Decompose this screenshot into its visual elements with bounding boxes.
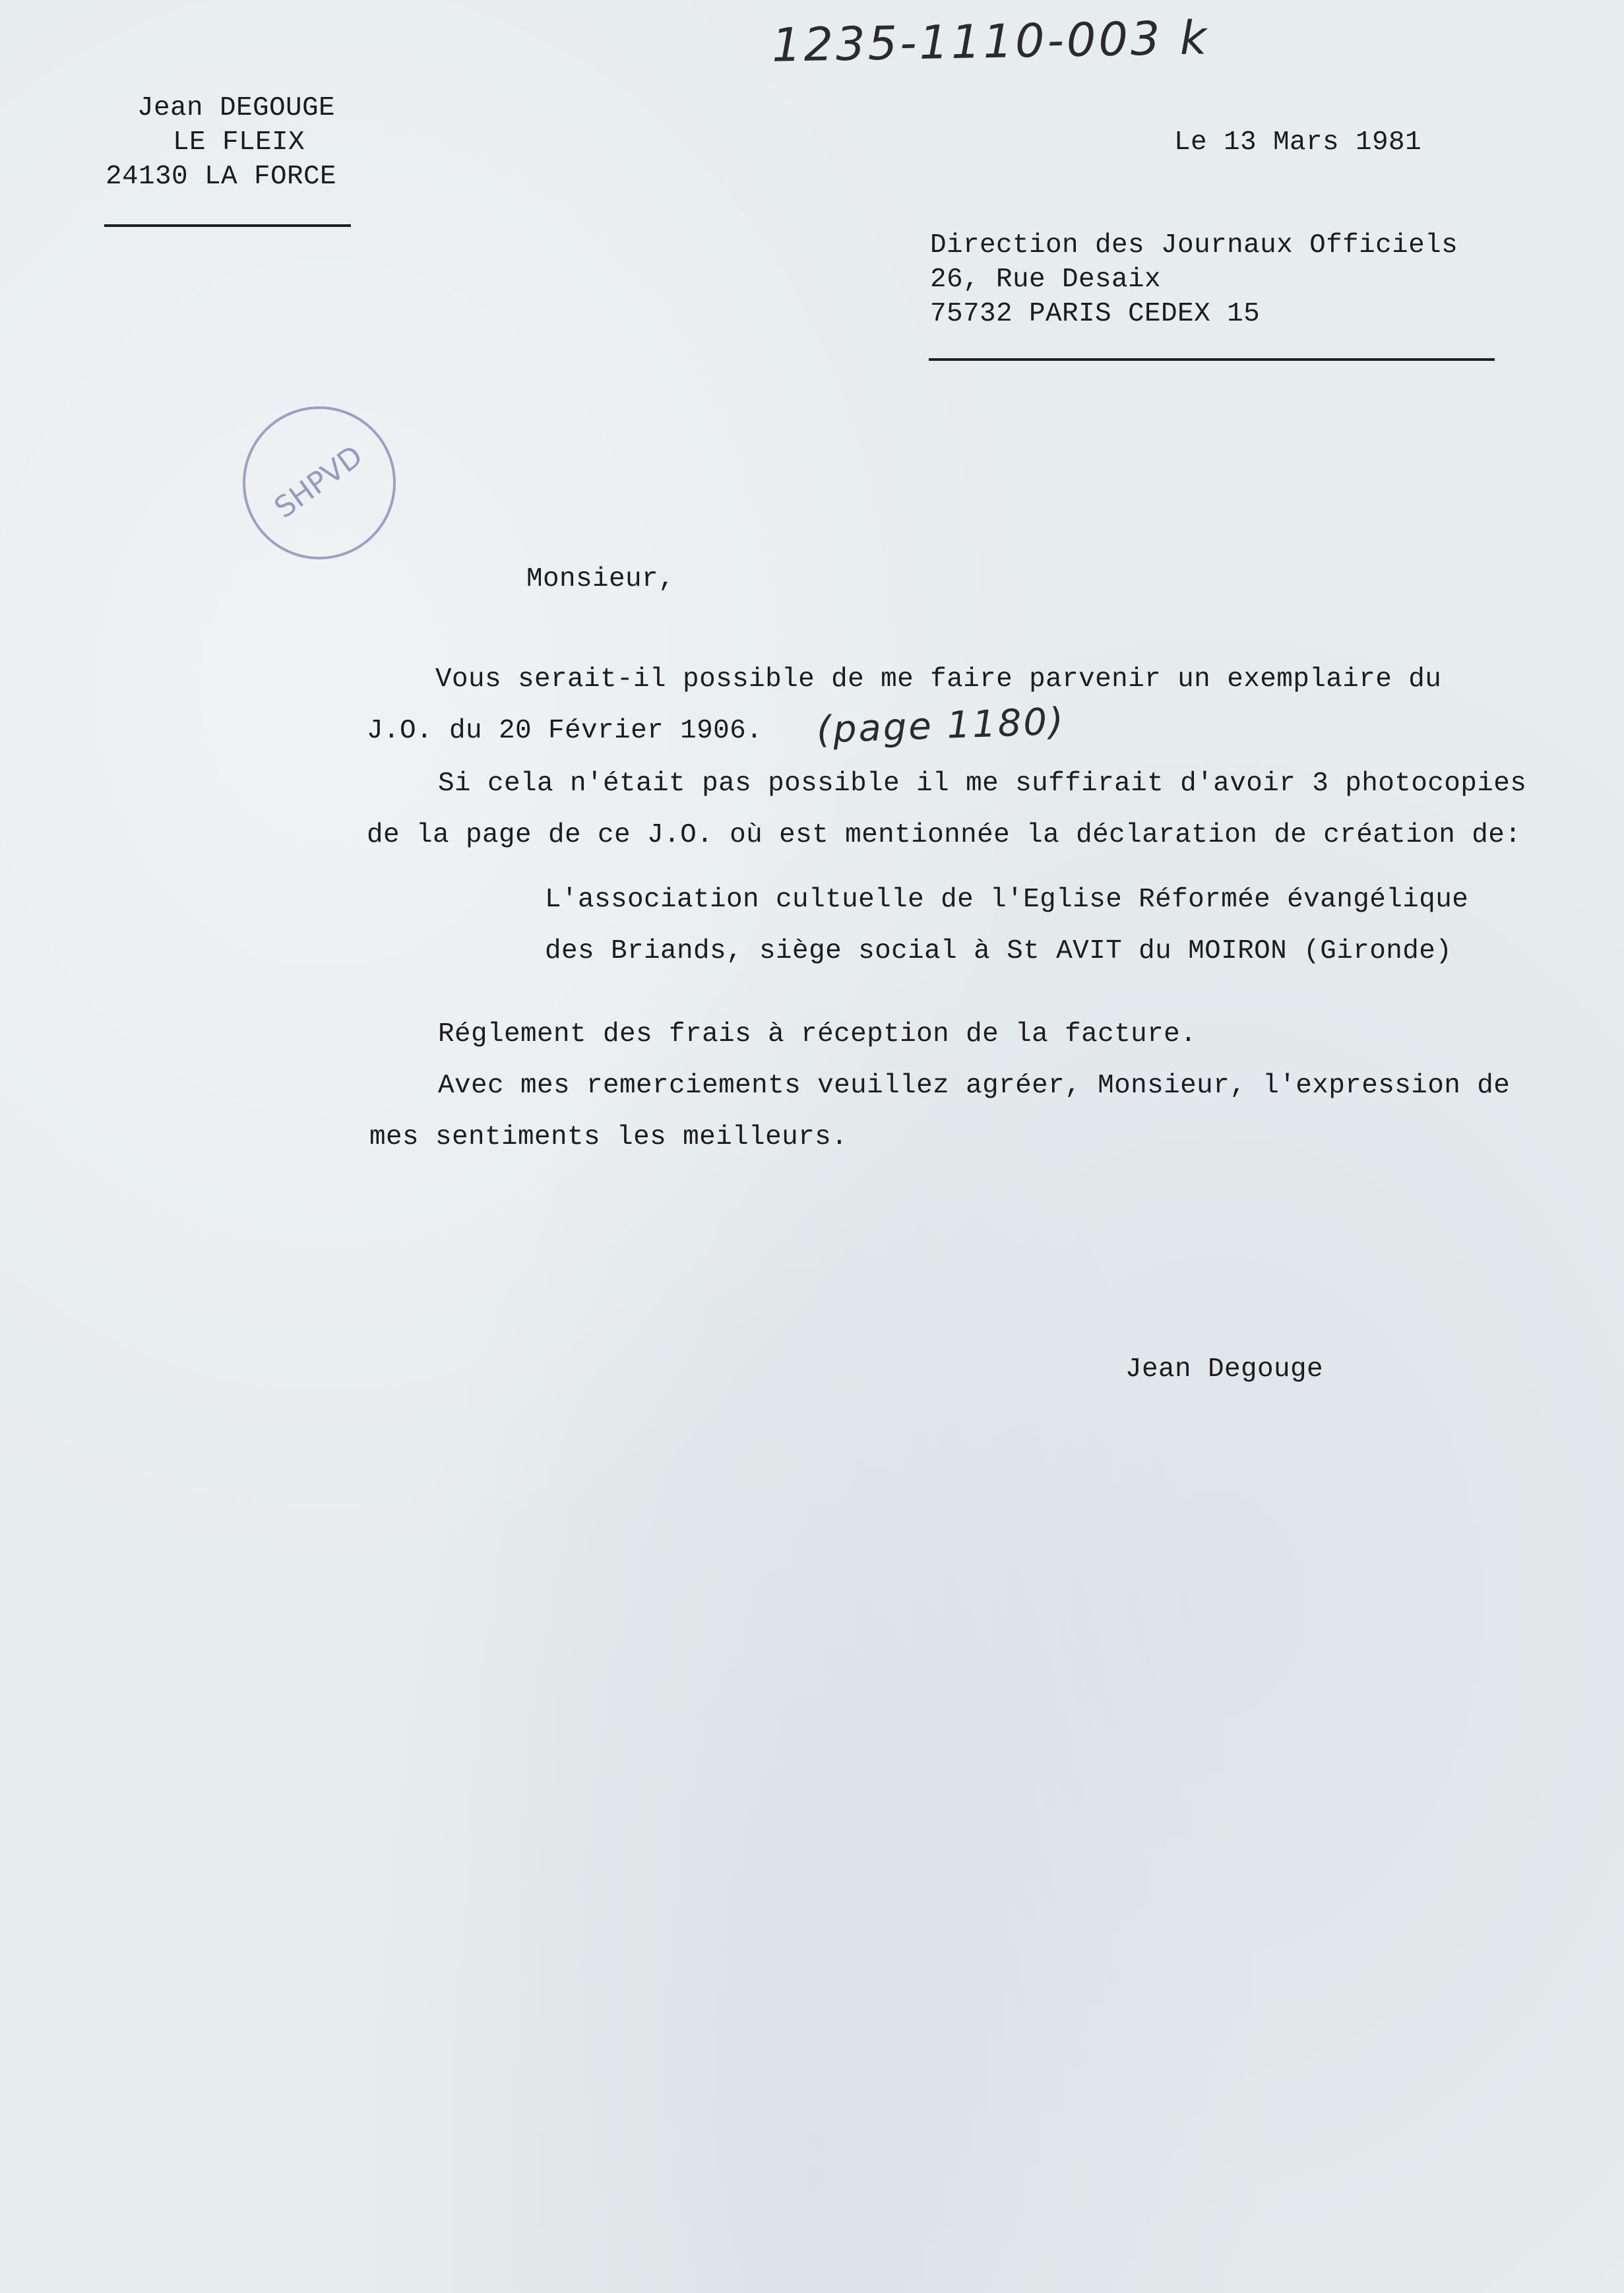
body-paragraph-3: Réglement des frais à réception de la facture. xyxy=(438,1019,1197,1050)
letter-date: Le 13 Mars 1981 xyxy=(1174,127,1422,158)
archive-stamp xyxy=(241,404,398,561)
recipient-line-1: Direction des Journaux Officiels xyxy=(930,230,1458,261)
body-paragraph-4-line-2: mes sentiments les meilleurs. xyxy=(369,1122,848,1152)
sender-postal: 24130 LA FORCE xyxy=(106,162,337,192)
recipient-line-3: 75732 PARIS CEDEX 15 xyxy=(930,299,1261,329)
stamp-text: SHPVD xyxy=(268,439,369,525)
signature: Jean Degouge xyxy=(1125,1354,1324,1385)
association-line-2: des Briands, siège social à St AVIT du MOIRON (Gironde) xyxy=(545,936,1452,966)
recipient-line-2: 26, Rue Desaix xyxy=(930,265,1162,295)
sender-underline xyxy=(104,224,351,227)
body-paragraph-1-line-2: J.O. du 20 Février 1906. xyxy=(367,716,763,746)
recipient-underline xyxy=(929,358,1495,361)
body-paragraph-2-line-1: Si cela n'était pas possible il me suffirait d'avoir 3 photocopies xyxy=(438,769,1527,799)
body-paragraph-1-line-1: Vous serait-il possible de me faire parvenir un exemplaire du xyxy=(435,664,1442,695)
sender-name: Jean DEGOUGE xyxy=(137,93,336,123)
archive-reference: 1235-1110-003 k xyxy=(771,11,1210,73)
body-paragraph-4-line-1: Avec mes remerciements veuillez agréer, Monsieur, l'expression de xyxy=(438,1071,1511,1101)
salutation: Monsieur, xyxy=(526,564,675,594)
handwritten-page-note: (page 1180) xyxy=(815,700,1066,752)
body-paragraph-2-line-2: de la page de ce J.O. où est mentionnée la déclaration de création de: xyxy=(367,820,1522,850)
association-line-1: L'association cultuelle de l'Eglise Réformée évangélique xyxy=(545,885,1469,915)
sender-place: LE FLEIX xyxy=(173,127,305,158)
